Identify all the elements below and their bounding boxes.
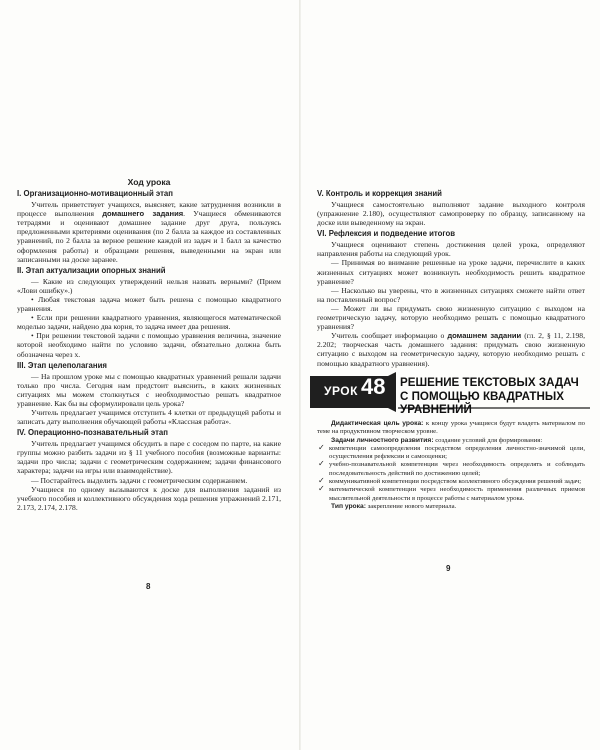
page-number: 8	[146, 582, 151, 591]
lesson-tasks	[317, 437, 585, 445]
list-item	[318, 476, 585, 486]
list-item-text: математической компетенции через необходимость применения различных приемов мыслительной деятельности в процессе работы с материалом урока.	[329, 486, 585, 502]
right-page-text	[317, 187, 585, 368]
text: создание условий для формирования:	[433, 436, 543, 444]
bullet-item: • Если при решении квадратного уравнения, являющегося математической моделью задачи, найдено два корня, то задача имеет два решения.	[17, 313, 281, 332]
list-item	[318, 484, 585, 503]
lesson-banner	[310, 372, 590, 416]
section-heading: I. Организационно-мотивационный этап	[17, 189, 173, 199]
bold-term: домашнем задании	[447, 331, 522, 341]
paragraph: — На прошлом уроке мы с помощью квадратных уравнений решали задачи только про числа. Сегодня нам предстоит выяснить, в каких жизненных ситуациях мы можем столкнуться с необходимостью решать квадратное уравнение. Как бы вы сформулировали цель урока?	[17, 371, 281, 408]
lesson-word: УРОК	[324, 384, 358, 398]
paragraph-text: Учитель сообщает информацию о	[331, 331, 448, 341]
section-heading: IV. Операционно-познавательный этап	[17, 428, 168, 438]
text: закрепление нового материала.	[365, 502, 457, 510]
paragraph: Учитель предлагает учащимся отступить 4 клетки от предыдущей работы и записать дату выполнения обучающей работы «Классная работа».	[17, 407, 281, 427]
lesson-title	[400, 376, 592, 417]
left-page-text	[17, 178, 281, 512]
label: Задачи личностного развития:	[331, 436, 434, 444]
bold-term: домашнего задания	[102, 209, 184, 219]
checkmark-icon: ✓	[318, 484, 325, 494]
right-page	[300, 0, 600, 750]
lesson-title-line: С ПОМОЩЬЮ КВАДРАТНЫХ УРАВНЕНИЙ	[400, 389, 564, 416]
list-item-text: коммуникативной компетенции посредством коллективного обсуждения решений задач;	[329, 478, 582, 486]
list-item	[318, 442, 585, 462]
paragraph: — Какие из следующих утверждений нельзя назвать верными? (Прием «Лови ошибку».)	[17, 276, 281, 295]
paragraph: — Может ли вы придумать свою жизненную ситуацию с выходом на геометрическую задачу, которую необходимо решать с помощью квадратного уравнения?	[317, 303, 585, 332]
lesson-goal	[317, 420, 585, 437]
list-item-text: компетенции самоопределения посредством определения личностно-значимой цели, осуществления рефлексии и самооценки;	[329, 444, 585, 461]
lesson-title-line: РЕШЕНИЕ ТЕКСТОВЫХ ЗАДАЧ	[400, 376, 579, 389]
lesson-type	[317, 503, 585, 511]
checkmark-icon: ✓	[318, 476, 325, 486]
page-title: Ход урока	[127, 177, 171, 187]
bullet-item: • При решении текстовой задачи с помощью уравнения величина, значение которой необходимо найти по условию задачи, обязательно должна быть обозначена через x.	[17, 331, 281, 359]
text: к концу урока учащиеся будут владеть материалом по теме на продуктивном творческом уровне.	[317, 420, 585, 436]
paragraph: Учащиеся по одному вызываются к доске для выполнения заданий из учебного пособия и коллективного обсуждения хода решения упражнений 2.171, 2.173, 2.174, 2.178.	[17, 484, 281, 512]
paragraph-text: (гл. 2, § 11, 2.198, 2.202; творческая часть домашнего задания: придумать свою жизненную ситуацию с выходом на геометрическую задачу, которую необходимо решать с помощью квадратного уравнения).	[317, 331, 586, 368]
section-heading: V. Контроль и коррекция знаний	[317, 189, 442, 198]
paragraph-text: Учитель приветствует учащихся, выясняет, какие затруднения возникли в процессе выполнения	[17, 200, 281, 219]
paragraph: Учащиеся оценивают степень достижения целей урока, определяют направления работы на следующий урок.	[317, 240, 585, 259]
bullet-item: • Любая текстовая задача может быть решена с помощью квадратного уравнения.	[17, 294, 281, 314]
checkmark-icon: ✓	[318, 442, 325, 452]
paragraph: — Насколько вы уверены, что в жизненных ситуациях сможете найти ответ на поставленный вопрос?	[317, 285, 585, 304]
label: Дидактическая цель урока:	[331, 420, 424, 427]
paragraph	[17, 200, 281, 264]
list-item	[318, 459, 585, 478]
paragraph: — Постарайтесь выделить задачи с геометрическим содержанием.	[31, 475, 248, 485]
label: Тип урока:	[331, 502, 366, 510]
paragraph: — Принимая во внимание решенные на уроке задачи, перечислите в каких жизненных ситуациях может возникнуть необходимость решить квадратное уравнение?	[317, 258, 585, 286]
homework-paragraph	[317, 331, 585, 367]
lesson-info	[317, 420, 585, 511]
paragraph: Учитель предлагает учащимся обсудить в паре с соседом по парте, на какие группы можно разбить задачи из § 11 учебного пособия (возможные варианты: задачи про числа; задачи с геометрическим содержанием; задачи финансового характера; задачи на игры или взаимодействие).	[17, 439, 281, 476]
paragraph-text: . Учащиеся обмениваются тетрадями и оценивают домашнее задание друг друга, пользуясь предложенными критериями оценивания (по 2 балла за каждое из составленных уравнений, по 2 балла за верное решение каждой из задач и 1 балл за качество оформления работы) и образцами решения, выведенными на экран или записанными на доске заранее.	[17, 209, 281, 264]
section-heading: III. Этап целеполагания	[17, 360, 107, 370]
lesson-number: 48	[361, 374, 386, 399]
list-item-text: учебно-познавательной компетенции через необходимость определять и соблюдать последовательность действий по достижению целей;	[329, 461, 585, 477]
tasks-list	[317, 442, 585, 503]
paragraph: Учащиеся самостоятельно выполняют задание выходного контроля (упражнение 2.180), осуществляют самопроверку по образцу, записанному на доске или выведенному на экран.	[317, 200, 585, 228]
section-heading: II. Этап актуализации опорных знаний	[17, 265, 166, 275]
checkmark-icon: ✓	[318, 459, 325, 469]
page-number: 9	[446, 564, 451, 573]
section-heading: VI. Рефлексия и подведение итогов	[317, 229, 456, 239]
